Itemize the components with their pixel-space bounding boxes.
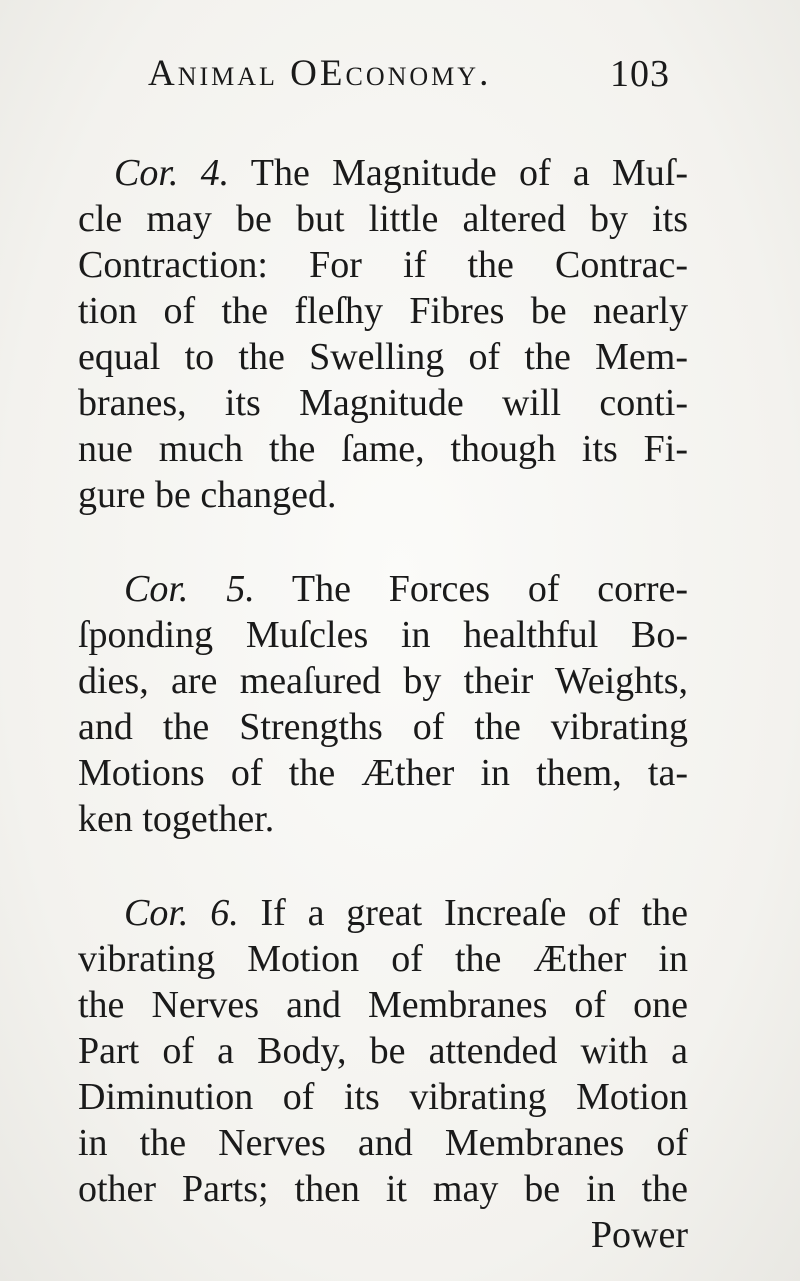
- text-line: nue much the ſame, though its Fi-: [78, 428, 688, 470]
- text-line: Motions of the Æther in them, ta-: [78, 752, 688, 794]
- text-line: cle may be but little altered by its: [78, 198, 688, 240]
- text-line: Part of a Body, be attended with a: [78, 1030, 688, 1072]
- page-number: 103: [610, 53, 670, 95]
- paragraph-cor-4: [78, 150, 688, 518]
- catchword: Power: [590, 1214, 688, 1256]
- text-line: equal to the Swelling of the Mem-: [78, 336, 688, 378]
- text-line: the Nerves and Membranes of one: [78, 984, 688, 1026]
- corollary-label: Cor. 6.: [124, 892, 239, 934]
- text-line: gure be changed.: [78, 474, 337, 516]
- running-title: Animal OEconomy.: [148, 53, 492, 94]
- page-header: [148, 52, 670, 102]
- page-body: [78, 150, 688, 1258]
- corollary-label: Cor. 5.: [124, 568, 255, 610]
- text-line: tion of the fleſhy Fibres be nearly: [78, 290, 688, 332]
- text-line: other Parts; then it may be in the: [78, 1168, 688, 1210]
- corollary-label: Cor. 4.: [114, 152, 230, 194]
- text-line: Cor. 5. The Forces of corre-: [124, 568, 688, 610]
- text-line: ſponding Muſcles in healthful Bo-: [78, 614, 688, 656]
- text-line: and the Strengths of the vibrating: [78, 706, 688, 748]
- text-line: branes, its Magnitude will conti-: [78, 382, 688, 424]
- paragraph-cor-5: [78, 566, 688, 842]
- text-line: Diminution of its vibrating Motion: [78, 1076, 688, 1118]
- text-line: in the Nerves and Membranes of: [78, 1122, 688, 1164]
- text-line: Contraction: For if the Contrac-: [78, 244, 688, 286]
- text-line: Cor. 6. If a great Increaſe of the: [124, 892, 689, 934]
- text-line: dies, are meaſured by their Weights,: [78, 660, 688, 702]
- text-line: ken together.: [78, 798, 275, 840]
- paragraph-cor-6: [78, 890, 688, 1258]
- text-line: vibrating Motion of the Æther in: [78, 938, 688, 980]
- text-line: Cor. 4. The Magnitude of a Muſ-: [114, 152, 689, 194]
